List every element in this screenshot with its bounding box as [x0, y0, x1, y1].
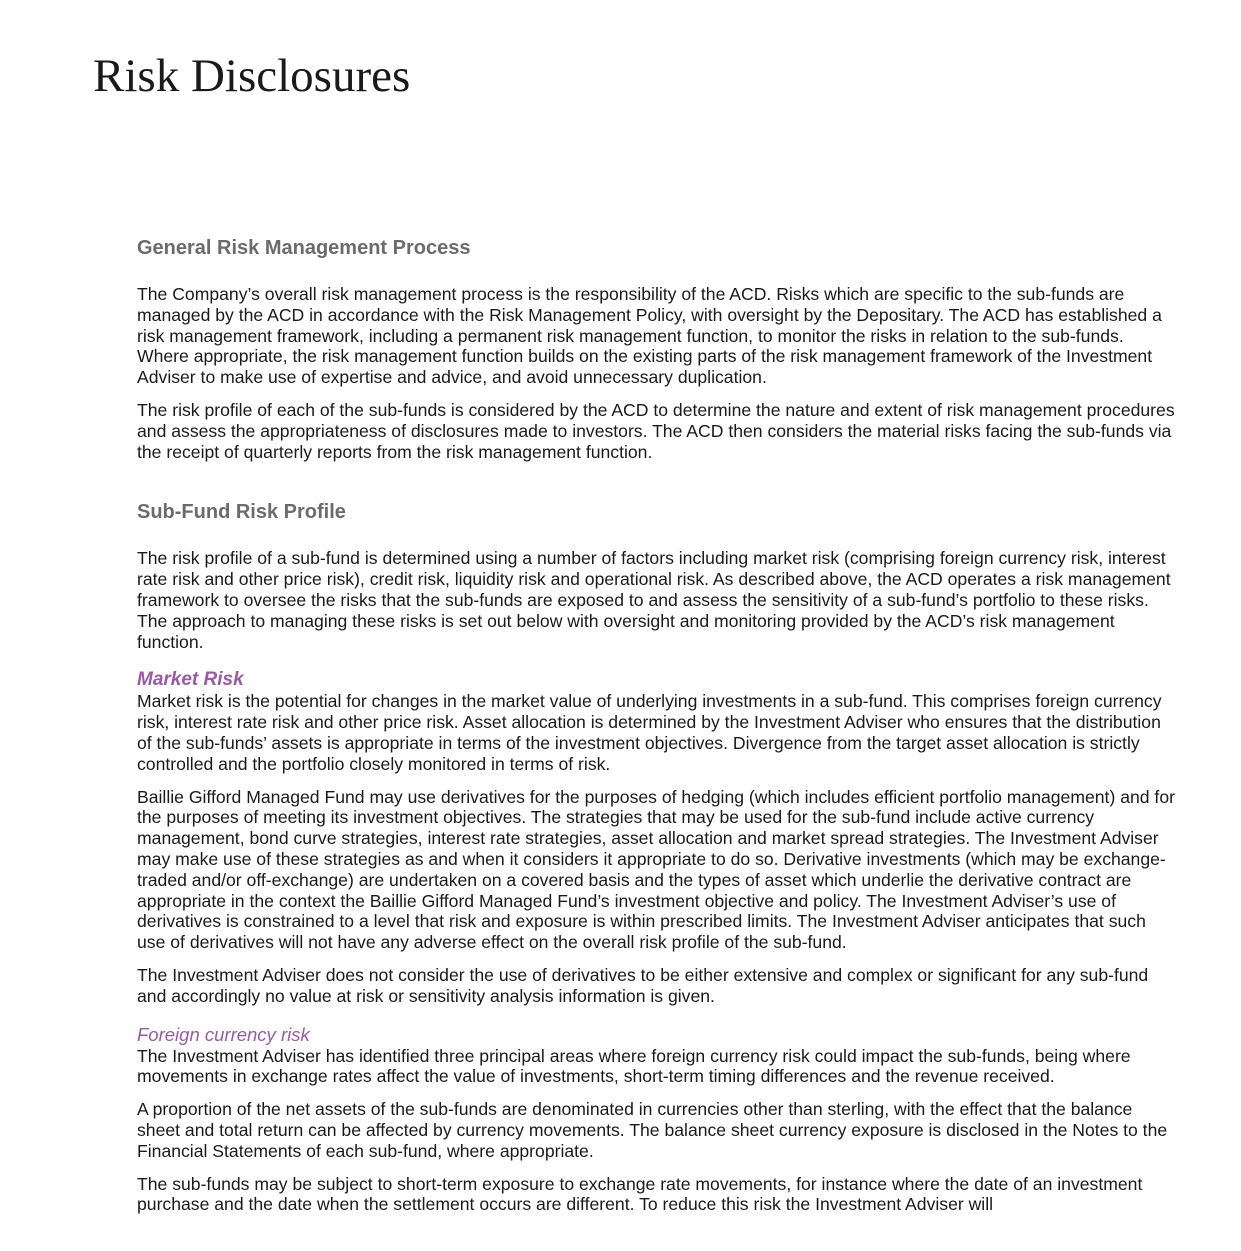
- document-body: [137, 232, 1177, 1227]
- section-heading-sub-fund-risk-profile: Sub-Fund Risk Profile: [137, 501, 346, 524]
- paragraph: Market risk is the potential for changes in the market value of underlying investments in a sub-fund. This comprises foreign currency risk, interest rate risk and other price risk. Asset allocation is determined by the Investment Adviser who ensures that the distribution of the sub-funds’ assets is appropriate in terms of the investment objectives. Divergence from the target asset allocation is strictly controlled and the portfolio closely monitored in terms of risk.: [137, 691, 1162, 774]
- paragraph: The Investment Adviser does not consider the use of derivatives to be either extensive and complex or significant for any sub-fund and accordingly no value at risk or sensitivity analysis information is given.: [137, 964, 1149, 1006]
- paragraph: A proportion of the net assets of the sub-funds are denominated in currencies other than sterling, with the effect that the balance sheet and total return can be affected by currency movements. The balance sheet currency exposure is disclosed in the Notes to the Financial Statements of each sub-fund, where appropriate.: [137, 1099, 1168, 1161]
- page-title: Risk Disclosures: [93, 50, 411, 102]
- paragraph: The Company’s overall risk management process is the responsibility of the ACD. Risks which are specific to the sub-funds are managed by the ACD in accordance with the Risk Management Policy, with oversight by the Depositary. The ACD has established a risk management framework, including a permanent risk management function, to monitor the risks in relation to the sub-funds. Where appropriate, the risk management function builds on the existing parts of the risk management framework of the Investment Adviser to make use of expertise and advice, and avoid unnecessary duplication.: [137, 284, 1162, 388]
- paragraph: Baillie Gifford Managed Fund may use derivatives for the purposes of hedging (which includes efficient portfolio management) and for the purposes of meeting its investment objectives. The strategies that may be used for the sub-fund include active currency management, bond curve strategies, interest rate strategies, asset allocation and market spread strategies. The Investment Adviser may make use of these strategies as and when it considers it appropriate to do so. Derivative investments (which may be exchange-traded and/or off-exchange) are undertaken on a covered basis and the types of asset which underlie the derivative contract are appropriate in the context the Baillie Gifford Managed Fund’s investment objective and policy. The Investment Adviser’s use of derivatives is constrained to a level that risk and exposure is within prescribed limits. The Investment Adviser anticipates that such use of derivatives will not have any adverse effect on the overall risk profile of the sub-fund.: [137, 786, 1175, 953]
- paragraph: The sub-funds may be subject to short-term exposure to exchange rate movements, for instance where the date of an investment purchase and the date when the settlement occurs are different. To reduce this risk the Investment Adviser will: [137, 1173, 1143, 1215]
- paragraph: The risk profile of a sub-fund is determined using a number of factors including market risk (comprising foreign currency risk, interest rate risk and other price risk), credit risk, liquidity risk and operational risk. As described above, the ACD operates a risk management framework to oversee the risks that the sub-funds are exposed to and assess the sensitivity of a sub-fund’s portfolio to these risks. The approach to managing these risks is set out below with oversight and monitoring provided by the ACD’s risk management function.: [137, 548, 1171, 652]
- paragraph: The risk profile of each of the sub-funds is considered by the ACD to determine the nature and extent of risk management procedures and assess the appropriateness of disclosures made to investors. The ACD then considers the material risks facing the sub-funds via the receipt of quarterly reports from the risk management function.: [137, 399, 1175, 462]
- subheading-market-risk: Market Risk: [137, 669, 244, 691]
- section-heading-general-risk: General Risk Management Process: [137, 237, 471, 259]
- paragraph: The Investment Adviser has identified three principal areas where foreign currency risk could impact the sub-funds, being where movements in exchange rates affect the value of investments, short-term timing differences and the revenue received.: [137, 1045, 1131, 1087]
- subheading-foreign-currency-risk: Foreign currency risk: [137, 1023, 310, 1045]
